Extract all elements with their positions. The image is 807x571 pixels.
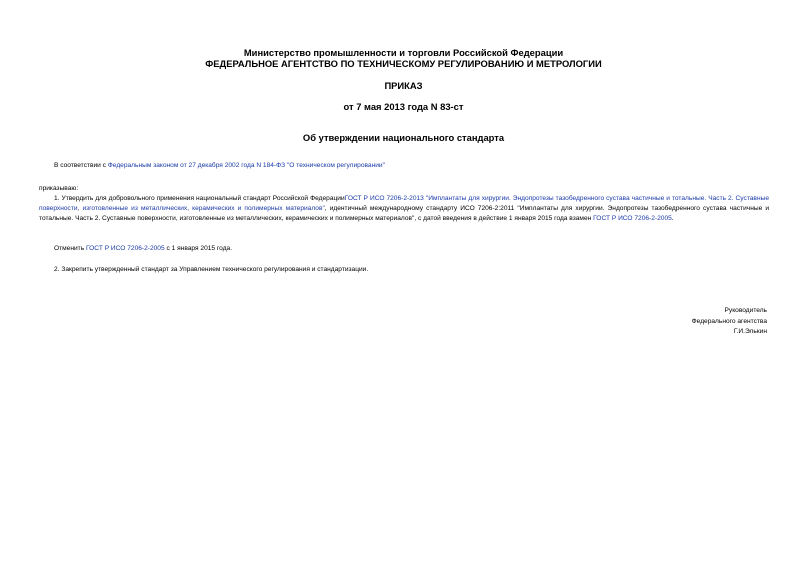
- signature-agency: Федерального агентства: [691, 318, 767, 325]
- gost-2013-link[interactable]: ГОСТ Р ИСО 7206-2-2013 "Имплантаты для хирургии. Эндопротезы тазобедренного сустава частичные и тотальные. Часть 2. Суставные поверхности, изготовленные из металлических, керамических и полимерных материалов": [39, 195, 769, 212]
- document-subject: Об утверждении национального стандарта: [302, 132, 505, 143]
- signature-name: Г.И.Элькин: [733, 328, 767, 335]
- cancel-paragraph: [54, 244, 232, 254]
- item-1-middle-text: , идентичный международному стандарту ИСО 7206-2:2011 "Имплантаты для хирургии. Эндопротезы тазобедренного сустава частичные и тотальные. Часть 2. Суставные поверхности, изготовленные из металлических, керамических и полимерных материалов", с датой введения в действие 1 января 2015 года взамен: [39, 205, 770, 222]
- gost-2005-link[interactable]: ГОСТ Р ИСО 7206-2-2005: [593, 215, 672, 222]
- federal-law-link[interactable]: Федеральным законом от 27 декабря 2002 года N 184-ФЗ "О техническом регулировании": [107, 162, 385, 169]
- item-1-end: .: [671, 215, 674, 222]
- order-word: приказываю:: [39, 185, 79, 192]
- document-type: ПРИКАЗ: [384, 80, 423, 91]
- document-date: от 7 мая 2013 года N 83-ст: [343, 101, 464, 112]
- cancel-text: Отменить: [54, 245, 86, 252]
- preamble-paragraph: [54, 161, 385, 171]
- item-1-text: 1. Утвердить для добровольного применения национальный стандарт Российской Федерации: [54, 195, 345, 202]
- preamble-text: В соответствии с: [54, 162, 108, 169]
- item-2-paragraph: 2. Закрепить утвержденный стандарт за Управлением технического регулирования и стандартизации.: [54, 266, 369, 273]
- ministry-title: Министерство промышленности и торговли Российской Федерации: [243, 47, 564, 58]
- item-1-paragraph: [39, 194, 769, 224]
- gost-2005-cancel-link[interactable]: ГОСТ Р ИСО 7206-2-2005: [85, 245, 165, 252]
- signature-position: Руководитель: [724, 307, 767, 314]
- agency-title: ФЕДЕРАЛЬНОЕ АГЕНТСТВО ПО ТЕХНИЧЕСКОМУ РЕГУЛИРОВАНИЮ И МЕТРОЛОГИИ: [205, 58, 602, 69]
- cancel-suffix: с 1 января 2015 года.: [164, 245, 233, 252]
